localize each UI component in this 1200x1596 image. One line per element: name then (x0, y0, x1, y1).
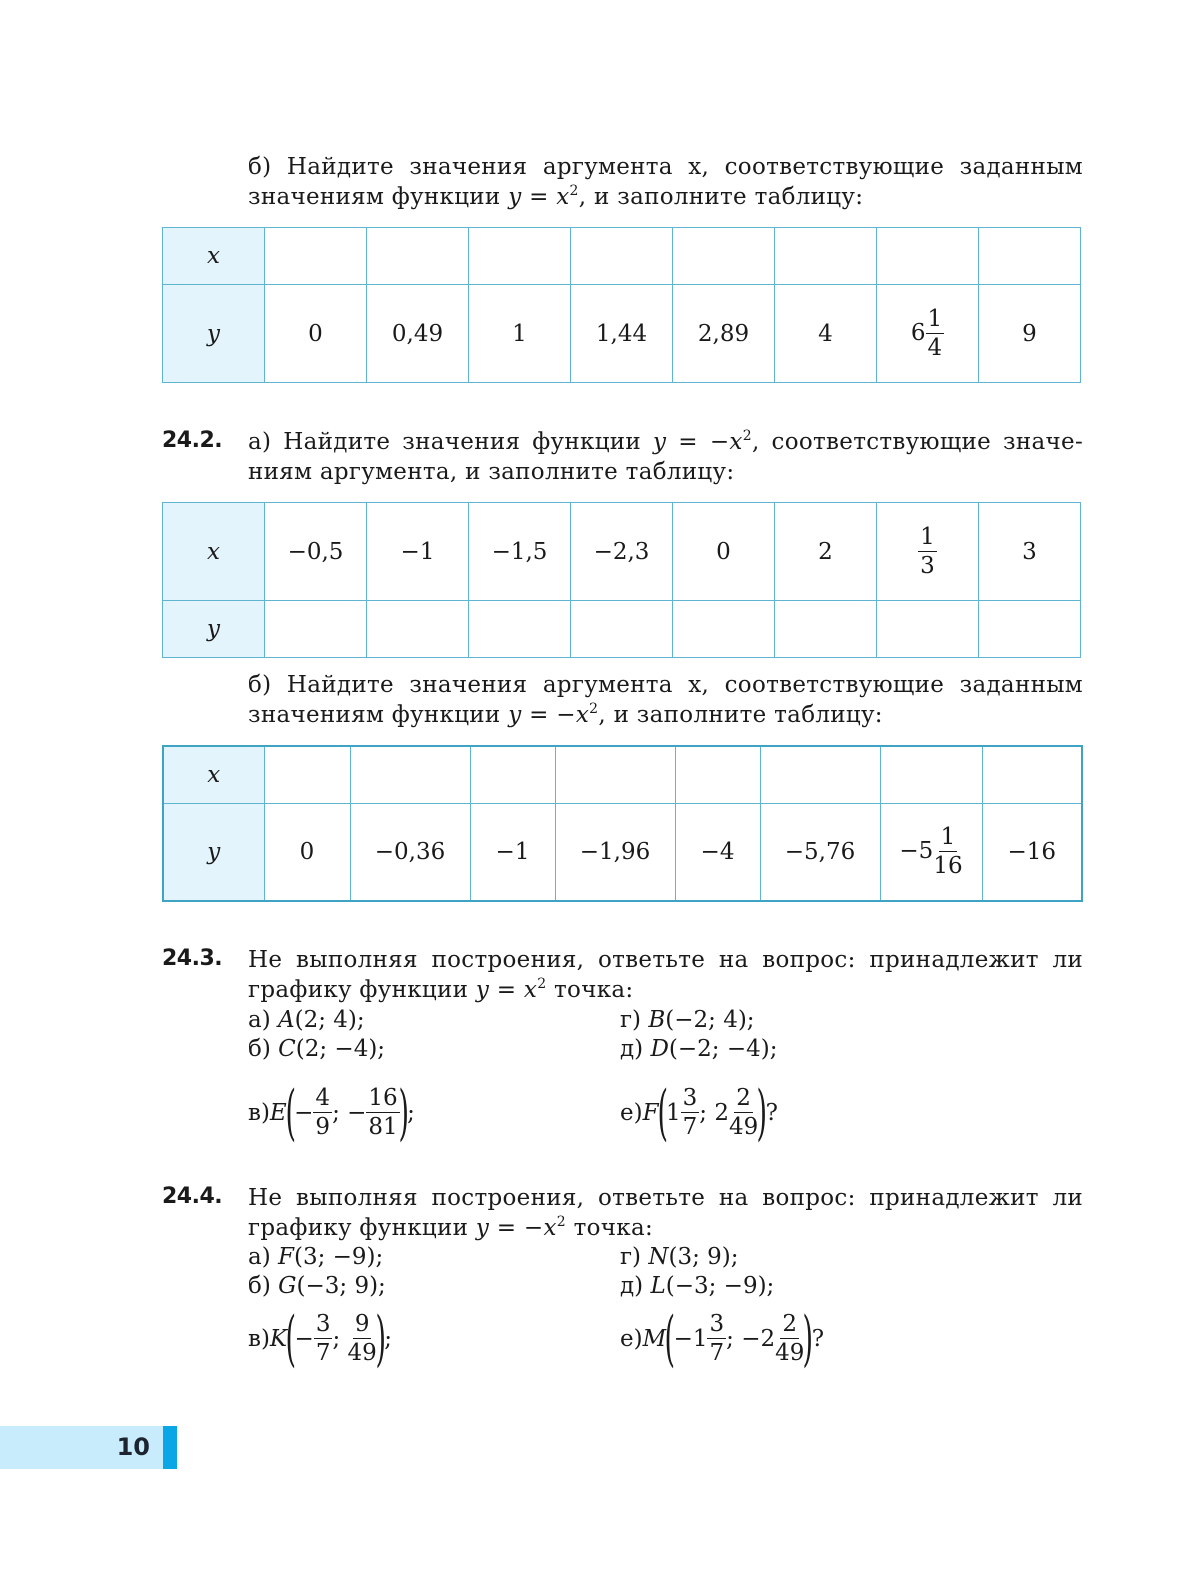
item-24-4-b (248, 1271, 386, 1301)
ex24-2b-text (248, 670, 1083, 730)
item-24-3-g (620, 1005, 755, 1035)
table-24-2b (162, 745, 1083, 902)
point-name: B (648, 1007, 666, 1033)
numerator: 3 (709, 1311, 725, 1337)
fraction (348, 1313, 377, 1365)
numerator: 3 (315, 1311, 331, 1337)
point-coords: (2; 4); (294, 1007, 365, 1033)
cell-x-4[interactable] (555, 746, 675, 803)
cell-x-3[interactable] (470, 746, 555, 803)
cell-y-5: 2,89 (673, 285, 775, 383)
mixed-whole: 6 (910, 319, 926, 346)
cell-y-4: 1,44 (571, 285, 673, 383)
cell-x-1: −0,5 (265, 503, 367, 601)
item-label: е) (620, 1326, 643, 1352)
cell-y-2: 0,49 (367, 285, 469, 383)
item-24-3-a (248, 1005, 365, 1035)
cell-x-4[interactable] (571, 228, 673, 285)
page-accent-stripe (163, 1426, 177, 1469)
item-label: б) (248, 1273, 279, 1299)
instruction-line1: Не выполняя построения, ответьте на вопрос: принадлежит ли (248, 1185, 1083, 1211)
instruction-line2: графику функции (248, 1215, 476, 1241)
cell-x-3: −1,5 (469, 503, 571, 601)
left-paren: ( (664, 1304, 676, 1374)
cell-y-3: 1 (469, 285, 571, 383)
instruction-tail: точка: (566, 1215, 654, 1241)
cell-y-7 (877, 285, 979, 383)
item-24-4-g (620, 1242, 739, 1272)
instruction-tail: точка: (546, 977, 634, 1003)
item-24-3-b (248, 1034, 385, 1064)
item-label: а) (248, 1244, 278, 1270)
numerator: 9 (354, 1311, 370, 1337)
numerator: 16 (368, 1085, 398, 1111)
instruction-line1: Найдите значения аргумента x, соответствующие заданным (271, 672, 1083, 698)
cell-x-7[interactable] (877, 228, 979, 285)
cell-x-7 (877, 503, 979, 601)
fraction (775, 1313, 804, 1365)
denominator: 49 (347, 1340, 377, 1366)
numerator: 2 (736, 1085, 751, 1111)
denominator: 3 (920, 552, 935, 579)
item-24-3-d (620, 1034, 777, 1064)
cell-y-3: −1 (470, 803, 555, 901)
fraction (681, 1087, 700, 1139)
function-formula: y = x (508, 184, 570, 210)
denominator: 49 (728, 1114, 759, 1140)
fraction (707, 1313, 726, 1365)
instruction-line1: Не выполняя построения, ответьте на вопрос: принадлежит ли (248, 947, 1083, 973)
right-paren: ) (756, 1078, 768, 1148)
point-name: K (269, 1326, 288, 1352)
cell-x-6[interactable] (775, 228, 877, 285)
cell-y-4: −1,96 (555, 803, 675, 901)
point-name: G (278, 1273, 297, 1299)
point-coords: (2; −4); (295, 1036, 386, 1062)
point-coords: (−3; −9); (665, 1273, 775, 1299)
cell-x-4: −2,3 (571, 503, 673, 601)
table-24-2a (162, 502, 1081, 658)
cell-x-2: −1 (367, 503, 469, 601)
exercise-number-24-3: 24.3. (162, 946, 223, 971)
instruction-line2: графику функции (248, 977, 476, 1003)
cell-y-5[interactable] (673, 601, 775, 658)
cell-y-7[interactable] (877, 601, 979, 658)
ex24-4-text (248, 1183, 1083, 1243)
terminator: ; (407, 1100, 415, 1126)
exponent: 2 (589, 701, 599, 717)
table-row-y (163, 601, 1081, 658)
item-label: б) (248, 1036, 279, 1062)
header-y: y (163, 803, 264, 901)
page-number: 10 (116, 1433, 150, 1461)
right-paren: ) (398, 1078, 409, 1148)
cell-y-4[interactable] (571, 601, 673, 658)
ex24-3-text (248, 945, 1083, 1005)
point-name: E (269, 1100, 287, 1126)
cell-y-8: −16 (982, 803, 1082, 901)
left-paren: ( (285, 1304, 297, 1374)
mixed-whole: −1 (673, 1326, 708, 1352)
cell-y-1: 0 (265, 285, 367, 383)
cell-y-8[interactable] (979, 601, 1081, 658)
cell-x-5[interactable] (673, 228, 775, 285)
item-24-4-a (248, 1242, 383, 1272)
instruction-tail: , соответствующие значе- (751, 429, 1084, 455)
cell-y-6: 4 (775, 285, 877, 383)
denominator: 16 (933, 852, 963, 879)
item-label: д) (620, 1036, 651, 1062)
exponent: 2 (569, 183, 579, 199)
cell-y-1: 0 (264, 803, 350, 901)
header-y: y (163, 285, 265, 383)
cell-y-8: 9 (979, 285, 1081, 383)
left-paren: ( (285, 1078, 296, 1148)
function-formula: y = −x (508, 702, 590, 728)
item-label: в) (248, 1100, 270, 1126)
left-paren: ( (657, 1078, 668, 1148)
item-label: а) (248, 1007, 278, 1033)
cell-y-6: −5,76 (760, 803, 880, 901)
instruction-line2: значениям функции (248, 702, 509, 728)
numerator: 1 (940, 823, 956, 850)
cell-y-2: −0,36 (350, 803, 470, 901)
header-x: x (163, 228, 265, 285)
point-name: N (648, 1244, 669, 1270)
table-row-x (163, 228, 1081, 285)
fraction (366, 1087, 399, 1139)
cell-x-8: 3 (979, 503, 1081, 601)
point-coords: (−2; −4); (668, 1036, 778, 1062)
cell-x-7[interactable] (880, 746, 982, 803)
fraction (314, 1313, 333, 1365)
function-formula: y = x (475, 977, 538, 1003)
mixed-whole: 2 (714, 1100, 729, 1126)
table-row-y (163, 285, 1081, 383)
instruction-line2: ниям аргумента, и заполните таблицу: (248, 459, 735, 485)
item-24-3-v: в) E ( − $\frac{4}{9}$ ; − $\frac{16}{81}$ ) ; (248, 1078, 415, 1148)
table-row-x (163, 746, 1082, 803)
ex24-1b-text (248, 152, 1083, 212)
header-x: x (163, 746, 264, 803)
fraction (926, 305, 945, 361)
part-label: б) (248, 154, 272, 180)
cell-x-2[interactable] (350, 746, 470, 803)
denominator: 9 (315, 1114, 331, 1140)
function-formula: y = −x (475, 1215, 557, 1241)
sign: − (294, 1326, 314, 1352)
point-name: D (650, 1036, 669, 1062)
cell-x-5[interactable] (675, 746, 760, 803)
terminator: ; (384, 1326, 392, 1352)
denominator: 4 (927, 334, 943, 361)
exponent: 2 (556, 1214, 566, 1230)
header-y: y (163, 601, 265, 658)
cell-x-1[interactable] (264, 746, 350, 803)
point-coords: (3; −9); (293, 1244, 384, 1270)
item-24-3-e: е) F ( 1 $\frac{3}{7}$ ; 2 $\frac{2}{49}$ ) ? (620, 1078, 779, 1148)
item-label: в) (248, 1326, 270, 1352)
fraction (729, 1087, 758, 1139)
cell-y-5: −4 (675, 803, 760, 901)
cell-y-7 (880, 803, 982, 901)
header-x: x (163, 503, 265, 601)
numerator: 3 (682, 1085, 698, 1111)
instruction-tail: , и заполните таблицу: (578, 184, 864, 210)
item-label: г) (620, 1244, 649, 1270)
point-name: F (278, 1244, 294, 1270)
right-paren: ) (802, 1304, 814, 1374)
cell-x-3[interactable] (469, 228, 571, 285)
item-label: е) (620, 1100, 643, 1126)
exponent: 2 (537, 976, 547, 992)
instruction-tail: , и заполните таблицу: (598, 702, 883, 728)
terminator: ? (811, 1326, 825, 1352)
exponent: 2 (742, 428, 752, 444)
point-name: C (278, 1036, 296, 1062)
terminator: ? (765, 1100, 779, 1126)
function-formula: y = −x (653, 429, 743, 455)
point-coords: (3; 9); (668, 1244, 739, 1270)
mixed-whole: 1 (665, 1100, 681, 1126)
cell-x-6: 2 (775, 503, 877, 601)
cell-y-6[interactable] (775, 601, 877, 658)
sign: − (294, 1100, 314, 1126)
item-label: д) (620, 1273, 651, 1299)
cell-x-5: 0 (673, 503, 775, 601)
instruction-line1: Найдите значения аргумента x, соответствующие заданным (286, 154, 1083, 180)
numerator: 2 (782, 1311, 798, 1337)
exercise-number-24-4: 24.4. (162, 1184, 223, 1209)
part-label: б) (248, 672, 272, 698)
mixed-whole: −5 (899, 837, 934, 864)
point-name: A (278, 1007, 295, 1033)
item-24-4-e: е) M ( −1 $\frac{3}{7}$ ; −2 $\frac{2}{49}$ ) ? (620, 1304, 825, 1374)
cell-y-2[interactable] (367, 601, 469, 658)
mixed-whole: −2 (741, 1326, 776, 1352)
fraction (933, 823, 963, 879)
cell-y-3[interactable] (469, 601, 571, 658)
denominator: 7 (315, 1340, 331, 1366)
exercise-number-24-2: 24.2. (162, 428, 223, 453)
cell-x-1[interactable] (265, 228, 367, 285)
point-name: L (650, 1273, 666, 1299)
fraction (918, 523, 937, 579)
instruction-line2: значениям функции (248, 184, 509, 210)
cell-x-2[interactable] (367, 228, 469, 285)
numerator: 4 (315, 1085, 331, 1111)
point-coords: (−2; 4); (665, 1007, 755, 1033)
denominator: 81 (368, 1114, 398, 1140)
cell-x-8[interactable] (979, 228, 1081, 285)
table-24-1b (162, 227, 1081, 383)
denominator: 49 (775, 1340, 805, 1366)
ex24-2a-text (248, 427, 1083, 487)
instruction-line1: Найдите значения функции (271, 429, 654, 455)
cell-x-8[interactable] (982, 746, 1082, 803)
right-paren: ) (375, 1304, 386, 1374)
item-24-4-v: в) K ( − $\frac{3}{7}$ ; $\frac{9}{49}$ ) ; (248, 1304, 392, 1374)
fraction (313, 1087, 332, 1139)
cell-y-1[interactable] (265, 601, 367, 658)
cell-x-6[interactable] (760, 746, 880, 803)
sign: − (347, 1100, 367, 1126)
point-coords: (−3; 9); (296, 1273, 386, 1299)
denominator: 7 (709, 1340, 725, 1366)
table-row-x (163, 503, 1081, 601)
point-name: F (642, 1100, 659, 1126)
item-label: г) (620, 1007, 649, 1033)
item-24-4-d (620, 1271, 774, 1301)
part-label: а) (248, 429, 272, 455)
numerator: 1 (920, 523, 935, 550)
point-name: M (642, 1326, 667, 1352)
denominator: 7 (682, 1114, 698, 1140)
numerator: 1 (927, 305, 943, 332)
table-row-y (163, 803, 1082, 901)
